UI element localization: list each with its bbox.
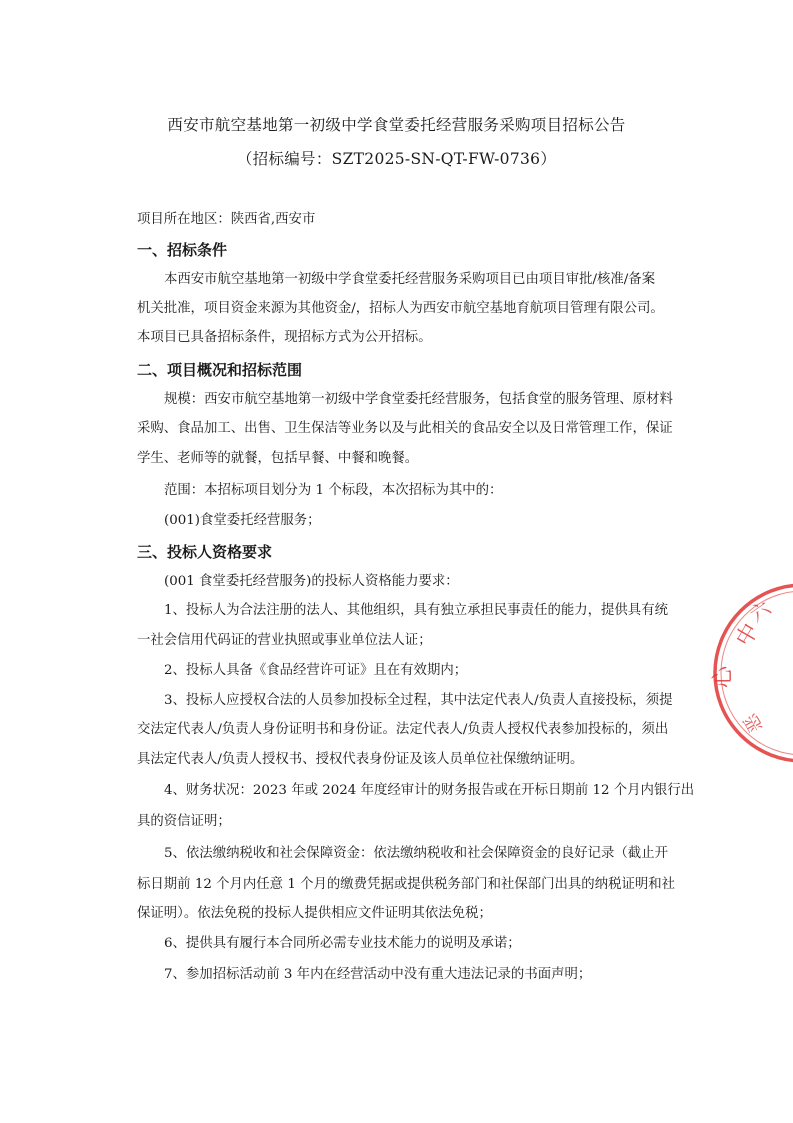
- paragraph-line: 本西安市航空基地第一初级中学食堂委托经营服务采购项目已由项目审批/核准/备案: [164, 272, 656, 287]
- svg-text:恶: 恶: [740, 709, 768, 736]
- svg-text:心: 心: [711, 665, 736, 688]
- paragraph-line: 规模：西安市航空基地第一初级中学食堂委托经营服务，包括食堂的服务管理、原材料: [164, 392, 673, 407]
- paragraph-line: 机关批准，项目资金来源为其他资金/，招标人为西安市航空基地育航项目管理有限公司。: [137, 301, 664, 316]
- paragraph-line: 交法定代表人/负责人身份证明书和身份证。法定代表人/负责人授权代表参加投标的，须出: [137, 722, 669, 737]
- paragraph-line: 学生、老师等的就餐，包括早餐、中餐和晚餐。: [137, 451, 419, 466]
- requirement-item: 5、依法缴纳税收和社会保障资金：依法缴纳税收和社会保障资金的良好记录（截止开: [164, 846, 668, 861]
- paragraph-line: 采购、食品加工、出售、卫生保洁等业务以及与此相关的食品安全以及日常管理工作，保证: [137, 421, 673, 436]
- paragraph-line: 本项目已具备招标条件，现招标方式为公开招标。: [137, 330, 432, 345]
- tender-number: （招标编号：SZT2025-SN-QT-FW-0736）: [236, 150, 557, 168]
- document-title: 西安市航空基地第一初级中学食堂委托经营服务采购项目招标公告: [167, 116, 626, 134]
- official-seal-stamp: [708, 578, 793, 768]
- paragraph-line: 标日期前 12 个月内任意 1 个月的缴费凭据或提供税务部门和社保部门出具的纳税证明和社: [137, 877, 676, 892]
- requirement-item: 2、投标人具备《食品经营许可证》且在有效期内；: [164, 663, 468, 678]
- requirement-item: 3、投标人应授权合法的人员参加投标全过程，其中法定代表人/负责人直接投标，须提: [164, 693, 673, 708]
- svg-text:中: 中: [731, 619, 765, 651]
- svg-text:六: 六: [745, 595, 776, 628]
- section-2-heading: 二、项目概况和招标范围: [137, 361, 303, 379]
- paragraph-line: 具法定代表人/负责人授权书、授权代表身份证及该人员单位社保缴纳证明。: [137, 752, 584, 767]
- paragraph-line: 保证明）。依法免税的投标人提供相应文件证明其依法免税；: [137, 906, 492, 921]
- requirement-item: 6、提供具有履行本合同所必需专业技术能力的说明及承诺；: [164, 936, 521, 951]
- paragraph-line: 一社会信用代码证的营业执照或事业单位法人证；: [137, 633, 432, 648]
- section-3-heading: 三、投标人资格要求: [137, 543, 273, 561]
- requirement-item: 1、投标人为合法注册的法人、其他组织，具有独立承担民事责任的能力，提供具有统: [164, 603, 668, 618]
- paragraph-line: 范围：本招标项目划分为 1 个标段，本次招标为其中的：: [164, 483, 503, 498]
- requirement-item: 4、财务状况：2023 年或 2024 年度经审计的财务报告或在开标日期前 12 个月内银行出: [164, 783, 695, 798]
- project-region: 项目所在地区：陕西省,西安市: [137, 212, 316, 227]
- paragraph-line: 具的资信证明；: [137, 814, 231, 829]
- requirement-item: 7、参加招标活动前 3 年内在经营活动中没有重大违法记录的书面声明；: [164, 967, 592, 982]
- section-1-heading: 一、招标条件: [137, 241, 228, 259]
- paragraph-line: (001)食堂委托经营服务；: [164, 513, 321, 528]
- paragraph-line: (001 食堂委托经营服务)的投标人资格能力要求：: [164, 574, 459, 589]
